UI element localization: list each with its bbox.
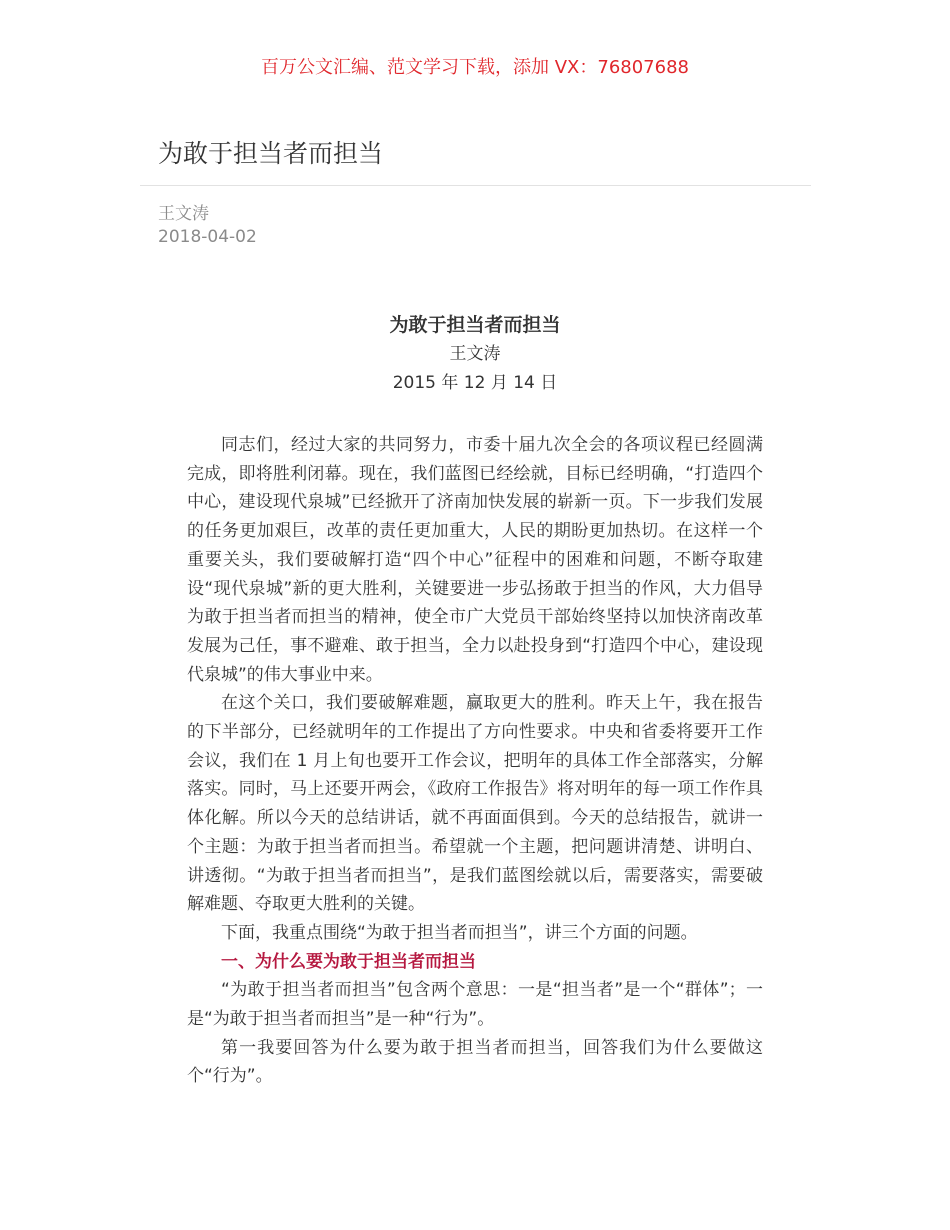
article-meta [158, 203, 257, 249]
meta-date: 2018-04-02 [158, 227, 257, 247]
watermark-banner: 百万公文汇编、范文学习下载，添加 VX：76807688 [261, 57, 689, 78]
paragraph: 在这个关口，我们要破解难题，赢取更大的胜利。昨天上午，我在报告的下半部分，已经就明年的工作提出了方向性要求。中央和省委将要开工作会议，我们在 1 月上旬也要开工作会议，把明年的具体工作全部落实，分解落实。同时，马上还要开两会，《政府工作报告》将对明年的每一项工作作具体化解。所以今天的总结讲话，就不再面面俱到。今天的总结报告，就讲一个主题：为敢于担当者而担当。希望就一个主题，把问题讲清楚、讲明白、讲透彻。“为敢于担当者而担当”，是我们蓝图绘就以后，需要落实，需要破解难题、夺取更大胜利的关键。 [187, 693, 763, 915]
paragraph: 同志们，经过大家的共同努力，市委十届九次全会的各项议程已经圆满完成，即将胜利闭幕。现在，我们蓝图已经绘就，目标已经明确，“打造四个中心，建设现代泉城”已经掀开了济南加快发展的崭新一页。下一步我们发展的任务更加艰巨，改革的责任更加重大，人民的期盼更加热切。在这样一个重要关头，我们要破解打造“四个中心”征程中的困难和问题，不断夺取建设“现代泉城”新的更大胜利，关键要进一步弘扬敢于担当的作风，大力倡导为敢于担当者而担当的精神，使全市广大党员干部始终坚持以加快济南改革发展为己任，事不避难、敢于担当，全力以赴投身到“打造四个中心，建设现代泉城”的伟大事业中来。 [187, 435, 763, 685]
article-author: 王文涛 [449, 344, 501, 364]
paragraph: 下面，我重点围绕“为敢于担当者而担当”，讲三个方面的问题。 [221, 922, 698, 943]
section-heading: 一、为什么要为敢于担当者而担当 [221, 951, 476, 972]
meta-author: 王文涛 [158, 204, 209, 224]
page-title: 为敢于担当者而担当 [158, 139, 384, 168]
paragraph: “为敢于担当者而担当”包含两个意思：一是“担当者”是一个“群体”；一是“为敢于担当者而担当”是一种“行为”。 [187, 980, 763, 1030]
paragraph: 第一我要回答为什么要为敢于担当者而担当，回答我们为什么要做这个“行为”。 [187, 1037, 763, 1087]
article-heading: 为敢于担当者而担当 [389, 314, 561, 336]
title-divider [140, 185, 811, 186]
article-body [187, 311, 763, 1091]
article-text [187, 431, 763, 1091]
article-date: 2015 年 12 月 14 日 [392, 373, 558, 393]
